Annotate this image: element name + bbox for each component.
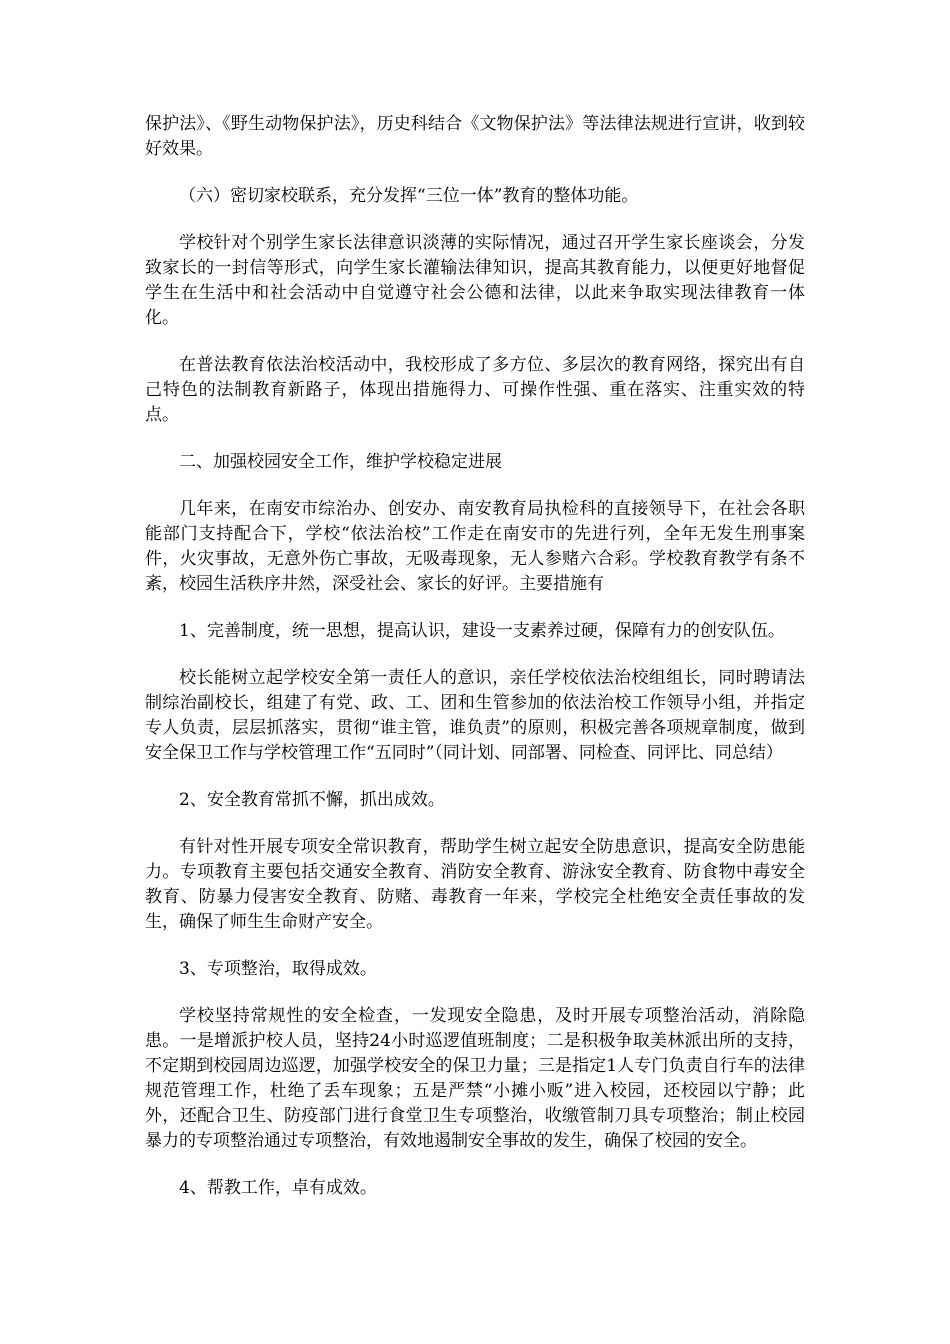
item-heading-3: 3、专项整治，取得成效。 (179, 959, 377, 979)
item-heading-4: 4、帮教工作，卓有成效。 (179, 1178, 377, 1198)
paragraph-special-rectification: 学校坚持常规性的安全检查，一发现安全隐患，及时开展专项整治活动，消除隐患。一是增派护校人员，坚持24小时巡逻值班制度；二是积极争取美林派出所的支持，不定期到校园周边巡逻，加强学校安全的保卫力量；三是指定1人专门负责自行车的法律规范管理工作，杜绝了丢车现象；五是严禁“小摊小贩”进入校园，还校园以宁静；此外，还配合卫生、防疫部门进行食堂卫生专项整治，收缴管制刀具专项整治；制止校园暴力的专项整治通过专项整治，有效地遏制安全事故的发生，确保了校园的安全。 (145, 1006, 805, 1151)
paragraph-education-network: 在普法教育依法治校活动中，我校形成了多方位、多层次的教育网络，探究出有自己特色的法制教育新路子，体现出措施得力、可操作性强、重在落实、注重实效的特点。 (145, 355, 805, 425)
section-heading-campus-safety: 二、加强校园安全工作，维护学校稳定进展 (179, 452, 502, 472)
paragraph-principal-responsibility: 校长能树立起学校安全第一责任人的意识，亲任学校依法治校组组长，同时聘请法制综治副校长，组建了有党、政、工、团和生管参加的依法治校工作领导小组，并指定专人负责，层层抓落实，贯彻“谁主管，谁负责”的原则，积极完善各项规章制度，做到安全保卫工作与学校管理工作“五同时”（同计划、同部署、同检查、同评比、同总结） (145, 668, 805, 763)
paragraph-safety-education: 有针对性开展专项安全常识教育，帮助学生树立起安全防患意识，提高安全防患能力。专项教育主要包括交通安全教育、消防安全教育、游泳安全教育、防食物中毒安全教育、防暴力侵害安全教育、防赌、毒教育一年来，学校完全杜绝安全责任事故的发生，确保了师生生命财产安全。 (145, 837, 805, 932)
document-page (145, 112, 805, 1223)
item-heading-1: 1、完善制度，统一思想，提高认识，建设一支素养过硬，保障有力的创安队伍。 (179, 621, 785, 641)
paragraph-safety-overview: 几年来，在南安市综治办、创安办、南安教育局执检科的直接领导下，在社会各职能部门支持配合下，学校“依法治校”工作走在南安市的先进行列，全年无发生刑事案件，火灾事故，无意外伤亡事故，无吸毒现象，无人参赌六合彩。学校教育教学有条不紊，校园生活秩序井然，深受社会、家长的好评。主要措施有 (145, 499, 805, 594)
section-heading-home-school: （六）密切家校联系，充分发挥“三位一体”教育的整体功能。 (179, 186, 639, 206)
paragraph-parent-education: 学校针对个别学生家长法律意识淡薄的实际情况，通过召开学生家长座谈会，分发致家长的一封信等形式，向学生家长灌输法律知识，提高其教育能力，以便更好地督促学生在生活中和社会活动中自觉遵守社会公德和法律，以此来争取实现法律教育一体化。 (145, 233, 805, 328)
paragraph-continuation: 保护法》、《野生动物保护法》，历史科结合《文物保护法》等法律法规进行宣讲，收到较好效果。 (145, 114, 805, 159)
item-heading-2: 2、安全教育常抓不懈，抓出成效。 (179, 790, 445, 810)
